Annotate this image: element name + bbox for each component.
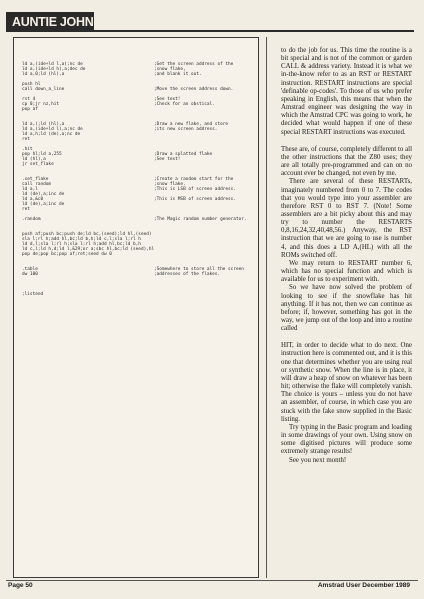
listing-line: .table (22, 267, 38, 272)
listing-comment: ;See text! (154, 157, 181, 162)
listing-line: ld a,(;ld (hl),a (22, 122, 65, 127)
listing-line: ld (de),a;inc de (22, 202, 65, 207)
listing-line: ld a,l (22, 187, 38, 192)
listing-line: pop hl;ld a,255 (22, 152, 62, 157)
listing-line: push af;push bc;push de;ld bc,(seed);ld hl,(seed) (22, 232, 152, 237)
article-paragraph: See you next month! (289, 456, 347, 464)
listing-line: ld a,0;ld (hl),a (22, 72, 65, 77)
listing-line: cp 0;jr nz,hit (22, 102, 60, 107)
article-column (281, 47, 412, 465)
listing-comment: ;This is MSB of screen address. (154, 197, 236, 202)
listing-line: dw 100 (22, 272, 38, 277)
listing-line: ld c,l;ld h,d;ld l,&29;or a;sbc hl,bc;ld (seed),hl (22, 247, 155, 252)
listing-line: sla l;rl h;add hl,bc;ld b,h;ld c,l;sla l;rl h (22, 237, 141, 242)
listing-line: .set_flake (22, 177, 49, 182)
article-paragraph: to do the job for us. This time the routine is a bit special and is not of the common or garden CALL & address variety. Instead it is what we in-the-know refer to as an RST or RESTART instruction. RESTART instructions are special 'definable op-codes'. To those of us who prefer speaking in English, this means that when the Amstrad engineer was designing the way in which the Amstrad CPC was going to work, he decided what would happen if one of these special RESTART instructions was executed. (281, 47, 412, 136)
listing-line: call random (22, 182, 52, 187)
article-paragraph: So we have now solved the problem of looking to see if the snowflake has hit anything. If it has not, then we can continue as before; if, however, something has got in the way, we jump out of the loop and into a routine called (281, 284, 412, 333)
listing-line: ;listend (22, 292, 44, 297)
page-folio: Page 50 (8, 582, 33, 589)
listing-comment: ;See text! (154, 97, 181, 102)
article-paragraph: Try typing in the Basic program and loading in some drawings of your own. Using snow on some digitised pictures will produce some extremely strange results! (281, 423, 412, 456)
listing-line: pop af (22, 107, 38, 112)
listing-comment: ;The Magic random number generator. (154, 217, 247, 222)
listing-comment: ;and blank it out. (154, 72, 202, 77)
listing-comment: ;This is LSB of screen address. (154, 187, 236, 192)
listing-line: ld a,h;ld (de),a;nc de (22, 132, 81, 137)
listing-line: ld (hl),a (22, 157, 46, 162)
listing-comment: ;Draw a splatted flake (154, 152, 213, 157)
listing-comment: ;Move the screen address down. (154, 87, 234, 92)
article-paragraph: HIT, in order to decide what to do next. One instruction here is commented out, and it is this one that determines whether you are using real or synthetic snow. When the line is in place, it will draw a heap of snow on whatever has been hit; otherwise the flake will completely vanish. The choice is yours – unless you do not have an assembler, of course, in which case you are stuck with the fake snow supplied in the Basic listing. (281, 342, 412, 423)
listing-line: rst 4 (22, 97, 36, 102)
listing-comments (154, 62, 247, 297)
listing-line: ret (22, 207, 30, 212)
masthead-rule (94, 30, 414, 32)
listing-comment: ;Somewhere to store all the screen (154, 267, 244, 272)
listing-line: jr set_flake (22, 162, 54, 167)
listing-comment: ;Check for an obstical. (154, 102, 215, 107)
footer-rule (6, 580, 418, 581)
listing-line: ld a,&c0 (22, 197, 44, 202)
listing-line: ld a,(ide+ld l),a;nc de (22, 127, 83, 132)
listing-instructions (22, 62, 154, 297)
listing-line: ret (22, 137, 30, 142)
listing-comment (154, 292, 247, 297)
listing-line: push hl (22, 82, 41, 87)
listing-line: ld a,(ide+ld h),a;dec de (22, 67, 86, 72)
issue-line: Amstrad User December 1989 (317, 582, 410, 589)
listing-line: .hit (22, 147, 33, 152)
listing-line: pop de;pop bc;pop af;ret;seed dw 0 (22, 252, 112, 257)
column-divider (266, 37, 267, 578)
assembly-listing-box (13, 37, 259, 578)
article-paragraph: We may return to RESTART number 6, which has no special function and which is available for us to experiment with. (281, 259, 412, 284)
listing-comment: ;its new screen address. (154, 127, 218, 132)
article-paragraph: These are, of course, completely different to all the other instructions that the Z80 uses; they are all totally pre-programmed and can on no account ever be changed, not even by me. (281, 145, 412, 178)
listing-line: ld d,l;sla l;rl h;sla l;rl h;add hl,bc;ld b,h (22, 242, 141, 247)
article-block-3 (281, 342, 412, 464)
listing-comment: ;Draw a new flake, and store (154, 122, 229, 127)
listing-line: call down_a_line (22, 87, 65, 92)
listing-comment: ;Create a random start for the (154, 177, 234, 182)
article-block-2 (281, 146, 412, 334)
listing-line: .random (22, 217, 41, 222)
listing-comment: ;addresses of the flakes. (154, 272, 221, 277)
column-masthead: AUNTIE JOHN (6, 12, 94, 32)
listing-comment: ;snow flake. (154, 182, 186, 187)
listing-comment: ;snow flake, (154, 67, 186, 72)
listing-comment: ;Get the screen address of the (154, 62, 234, 67)
listing-line: ld a,(ide+ld l,a);nc de (22, 62, 83, 67)
article-block-1 (281, 47, 412, 137)
article-paragraph: There are several of these RESTARTs, imaginately numbered from 0 to 7. The codes that you would type into your assembler are therefore RST 0 to RST 7. (Note! Some assemblers are a bit picky about this and may try to number the RESTARTS 0,8,16,24,32,40,48,56.) Anyway, the RST instruction that we are going to use is number 4, and this does a LD A,(HL) with all the ROMs switched off. (281, 178, 412, 259)
listing-line: ld (de),a;inc de (22, 192, 65, 197)
